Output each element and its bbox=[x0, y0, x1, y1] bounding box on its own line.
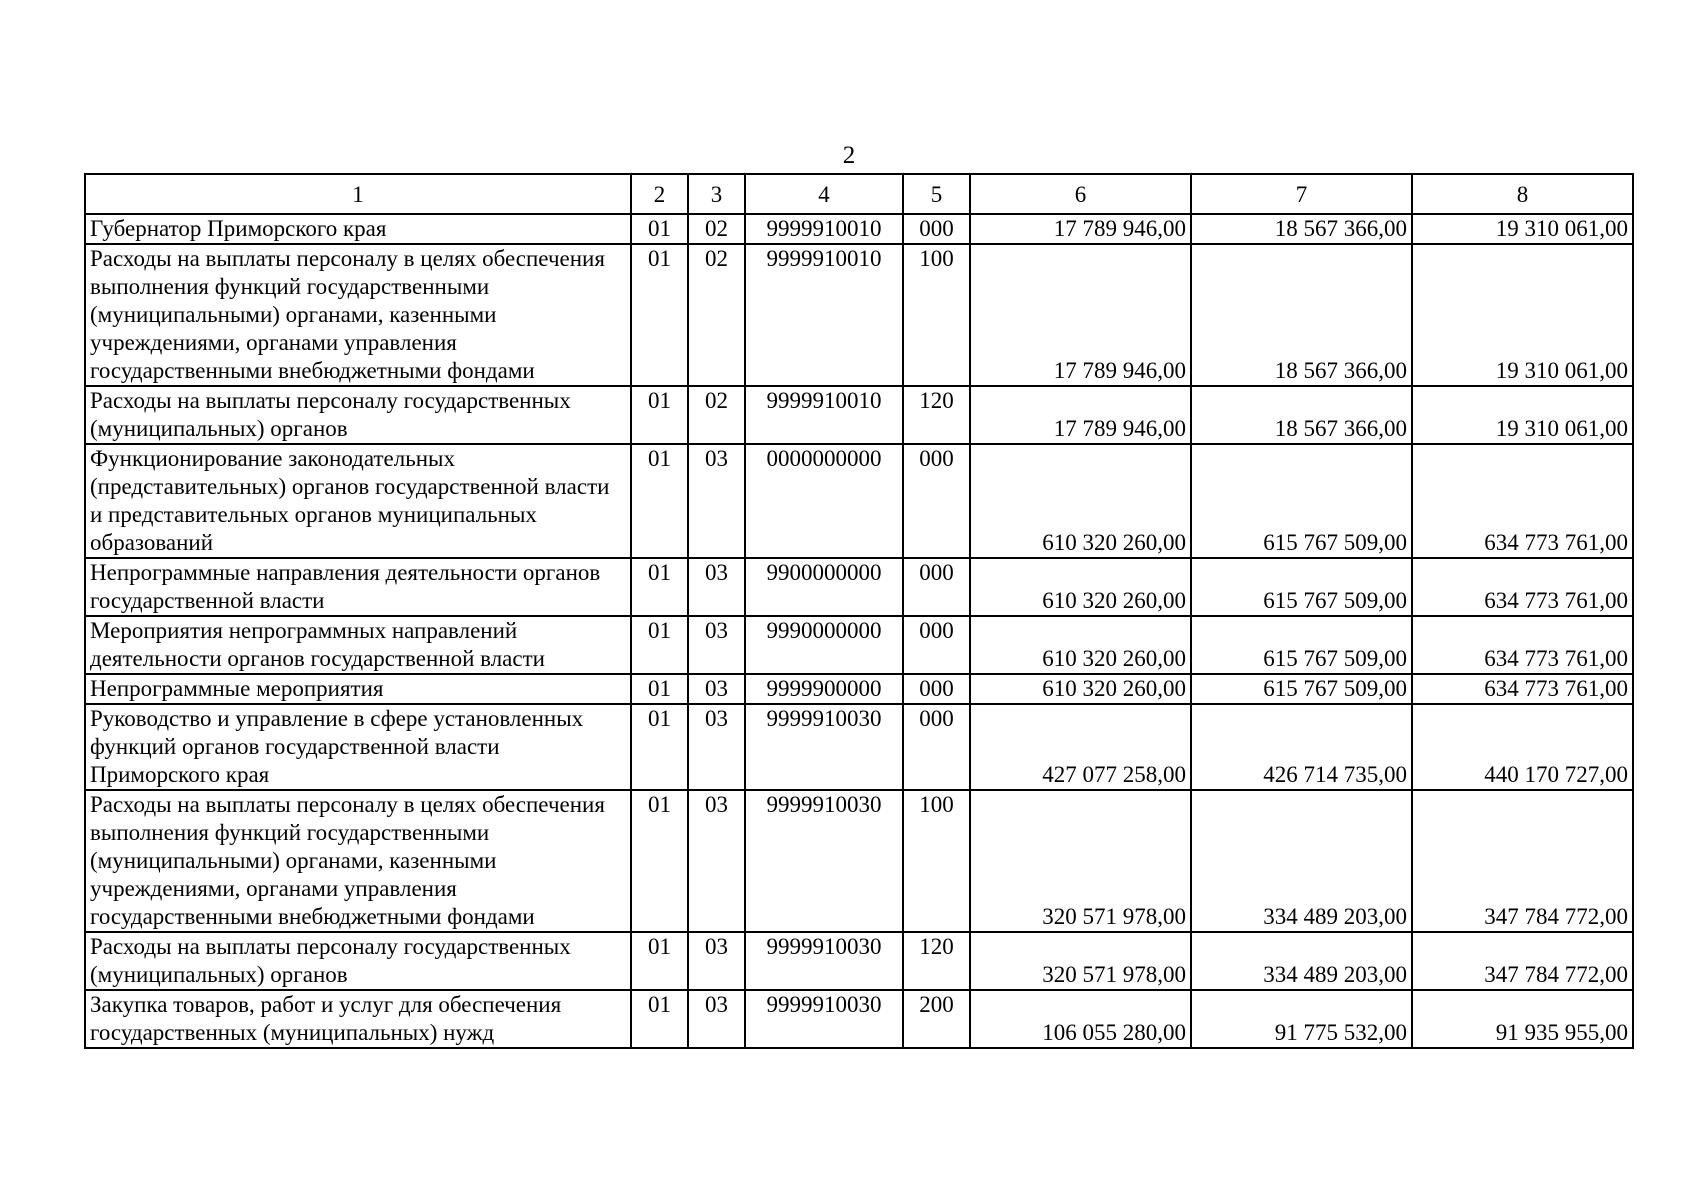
subsection-code: 03 bbox=[688, 932, 745, 990]
section-code: 01 bbox=[631, 790, 688, 932]
section-code: 01 bbox=[631, 558, 688, 616]
subsection-code: 03 bbox=[688, 790, 745, 932]
amount-col7 bbox=[1191, 790, 1412, 932]
header-cell: 5 bbox=[903, 174, 970, 214]
expense-type-code: 120 bbox=[903, 932, 970, 990]
amount-col6 bbox=[970, 214, 1191, 244]
item-name: Непрограммные направления деятельности органов государственной власти bbox=[85, 558, 631, 616]
target-article-code: 0000000000 bbox=[745, 444, 903, 558]
item-name: Расходы на выплаты персоналу государственных (муниципальных) органов bbox=[85, 932, 631, 990]
subsection-code: 03 bbox=[688, 704, 745, 790]
amount-value: 19 310 061,00 bbox=[1495, 216, 1628, 241]
table-row bbox=[85, 704, 1633, 790]
header-cell: 7 bbox=[1191, 174, 1412, 214]
table-row bbox=[85, 990, 1633, 1048]
target-article-code: 9999900000 bbox=[745, 674, 903, 704]
amount-col6 bbox=[970, 244, 1191, 386]
amount-col8 bbox=[1412, 214, 1633, 244]
subsection-code: 03 bbox=[688, 616, 745, 674]
budget-table bbox=[84, 173, 1634, 1049]
header-cell: 2 bbox=[631, 174, 688, 214]
expense-type-code: 200 bbox=[903, 990, 970, 1048]
expense-type-code: 000 bbox=[903, 444, 970, 558]
amount-col8 bbox=[1412, 558, 1633, 616]
subsection-code: 03 bbox=[688, 990, 745, 1048]
amount-col6 bbox=[970, 674, 1191, 704]
expense-type-code: 000 bbox=[903, 214, 970, 244]
amount-value: 91 775 532,00 bbox=[1274, 1020, 1407, 1045]
amount-col6 bbox=[970, 444, 1191, 558]
section-code: 01 bbox=[631, 214, 688, 244]
table-header-row bbox=[85, 174, 1633, 214]
section-code: 01 bbox=[631, 990, 688, 1048]
table-row bbox=[85, 790, 1633, 932]
amount-col8 bbox=[1412, 990, 1633, 1048]
amount-col6 bbox=[970, 990, 1191, 1048]
amount-col7 bbox=[1191, 704, 1412, 790]
expense-type-code: 000 bbox=[903, 616, 970, 674]
section-code: 01 bbox=[631, 674, 688, 704]
amount-col6 bbox=[970, 386, 1191, 444]
header-cell: 4 bbox=[745, 174, 903, 214]
amount-value: 634 773 761,00 bbox=[1484, 588, 1628, 613]
item-name: Руководство и управление в сфере установленных функций органов государственной власти Приморского края bbox=[85, 704, 631, 790]
target-article-code: 9999910030 bbox=[745, 990, 903, 1048]
table-row bbox=[85, 674, 1633, 704]
target-article-code: 9999910010 bbox=[745, 244, 903, 386]
amount-value: 18 567 366,00 bbox=[1274, 216, 1407, 241]
amount-col7 bbox=[1191, 990, 1412, 1048]
amount-value: 615 767 509,00 bbox=[1263, 530, 1407, 555]
amount-col8 bbox=[1412, 616, 1633, 674]
section-code: 01 bbox=[631, 386, 688, 444]
amount-col8 bbox=[1412, 674, 1633, 704]
section-code: 01 bbox=[631, 244, 688, 386]
target-article-code: 9999910030 bbox=[745, 704, 903, 790]
amount-value: 17 789 946,00 bbox=[1053, 216, 1186, 241]
amount-col8 bbox=[1412, 790, 1633, 932]
amount-value: 440 170 727,00 bbox=[1484, 762, 1628, 787]
amount-value: 347 784 772,00 bbox=[1484, 962, 1628, 987]
amount-value: 615 767 509,00 bbox=[1263, 646, 1407, 671]
table-row bbox=[85, 932, 1633, 990]
target-article-code: 9999910030 bbox=[745, 790, 903, 932]
expense-type-code: 100 bbox=[903, 244, 970, 386]
target-article-code: 9990000000 bbox=[745, 616, 903, 674]
target-article-code: 9900000000 bbox=[745, 558, 903, 616]
item-name: Закупка товаров, работ и услуг для обеспечения государственных (муниципальных) нужд bbox=[85, 990, 631, 1048]
subsection-code: 02 bbox=[688, 244, 745, 386]
amount-value: 320 571 978,00 bbox=[1042, 904, 1186, 929]
amount-col8 bbox=[1412, 244, 1633, 386]
subsection-code: 03 bbox=[688, 444, 745, 558]
amount-col6 bbox=[970, 558, 1191, 616]
amount-value: 615 767 509,00 bbox=[1263, 588, 1407, 613]
subsection-code: 02 bbox=[688, 386, 745, 444]
item-name: Расходы на выплаты персоналу в целях обеспечения выполнения функций государственными (муниципальными) органами, казенными учреждениями, органами управления государственными внебюджетными фондами bbox=[85, 244, 631, 386]
amount-value: 17 789 946,00 bbox=[1053, 358, 1186, 383]
amount-col8 bbox=[1412, 932, 1633, 990]
header-cell: 3 bbox=[688, 174, 745, 214]
target-article-code: 9999910010 bbox=[745, 214, 903, 244]
section-code: 01 bbox=[631, 932, 688, 990]
subsection-code: 03 bbox=[688, 558, 745, 616]
amount-col7 bbox=[1191, 444, 1412, 558]
section-code: 01 bbox=[631, 616, 688, 674]
amount-value: 610 320 260,00 bbox=[1042, 676, 1186, 701]
item-name: Мероприятия непрограммных направлений деятельности органов государственной власти bbox=[85, 616, 631, 674]
amount-col7 bbox=[1191, 214, 1412, 244]
amount-col6 bbox=[970, 790, 1191, 932]
amount-col7 bbox=[1191, 386, 1412, 444]
table-row bbox=[85, 444, 1633, 558]
amount-value: 320 571 978,00 bbox=[1042, 962, 1186, 987]
amount-value: 610 320 260,00 bbox=[1042, 530, 1186, 555]
amount-value: 18 567 366,00 bbox=[1274, 416, 1407, 441]
header-cell: 1 bbox=[85, 174, 631, 214]
item-name: Функционирование законодательных (представительных) органов государственной власти и представительных органов муниципальных образований bbox=[85, 444, 631, 558]
amount-col7 bbox=[1191, 244, 1412, 386]
section-code: 01 bbox=[631, 444, 688, 558]
amount-col6 bbox=[970, 616, 1191, 674]
amount-col6 bbox=[970, 932, 1191, 990]
amount-value: 426 714 735,00 bbox=[1263, 762, 1407, 787]
target-article-code: 9999910010 bbox=[745, 386, 903, 444]
amount-value: 615 767 509,00 bbox=[1263, 676, 1407, 701]
table-row bbox=[85, 214, 1633, 244]
table-row bbox=[85, 386, 1633, 444]
expense-type-code: 000 bbox=[903, 558, 970, 616]
amount-col6 bbox=[970, 704, 1191, 790]
expense-type-code: 120 bbox=[903, 386, 970, 444]
amount-value: 19 310 061,00 bbox=[1495, 416, 1628, 441]
section-code: 01 bbox=[631, 704, 688, 790]
item-name: Расходы на выплаты персоналу в целях обеспечения выполнения функций государственными (муниципальными) органами, казенными учреждениями, органами управления государственными внебюджетными фондами bbox=[85, 790, 631, 932]
amount-value: 17 789 946,00 bbox=[1053, 416, 1186, 441]
subsection-code: 03 bbox=[688, 674, 745, 704]
page-number bbox=[0, 142, 1698, 170]
table-row bbox=[85, 244, 1633, 386]
amount-value: 610 320 260,00 bbox=[1042, 588, 1186, 613]
item-name: Непрограммные мероприятия bbox=[85, 674, 631, 704]
expense-type-code: 000 bbox=[903, 704, 970, 790]
header-cell: 6 bbox=[970, 174, 1191, 214]
amount-value: 19 310 061,00 bbox=[1495, 358, 1628, 383]
amount-value: 91 935 955,00 bbox=[1495, 1020, 1628, 1045]
subsection-code: 02 bbox=[688, 214, 745, 244]
amount-col8 bbox=[1412, 386, 1633, 444]
expense-type-code: 000 bbox=[903, 674, 970, 704]
page-number-text: 2 bbox=[842, 142, 856, 169]
amount-value: 18 567 366,00 bbox=[1274, 358, 1407, 383]
expense-type-code: 100 bbox=[903, 790, 970, 932]
target-article-code: 9999910030 bbox=[745, 932, 903, 990]
amount-col8 bbox=[1412, 704, 1633, 790]
amount-value: 334 489 203,00 bbox=[1263, 962, 1407, 987]
amount-value: 106 055 280,00 bbox=[1042, 1020, 1186, 1045]
item-name: Расходы на выплаты персоналу государственных (муниципальных) органов bbox=[85, 386, 631, 444]
amount-value: 427 077 258,00 bbox=[1042, 762, 1186, 787]
amount-col7 bbox=[1191, 616, 1412, 674]
amount-value: 334 489 203,00 bbox=[1263, 904, 1407, 929]
amount-value: 347 784 772,00 bbox=[1484, 904, 1628, 929]
amount-value: 634 773 761,00 bbox=[1484, 676, 1628, 701]
item-name: Губернатор Приморского края bbox=[85, 214, 631, 244]
amount-col7 bbox=[1191, 674, 1412, 704]
amount-value: 634 773 761,00 bbox=[1484, 530, 1628, 555]
table-row bbox=[85, 558, 1633, 616]
amount-value: 634 773 761,00 bbox=[1484, 646, 1628, 671]
amount-col8 bbox=[1412, 444, 1633, 558]
header-cell: 8 bbox=[1412, 174, 1633, 214]
amount-col7 bbox=[1191, 932, 1412, 990]
amount-value: 610 320 260,00 bbox=[1042, 646, 1186, 671]
table-row bbox=[85, 616, 1633, 674]
amount-col7 bbox=[1191, 558, 1412, 616]
